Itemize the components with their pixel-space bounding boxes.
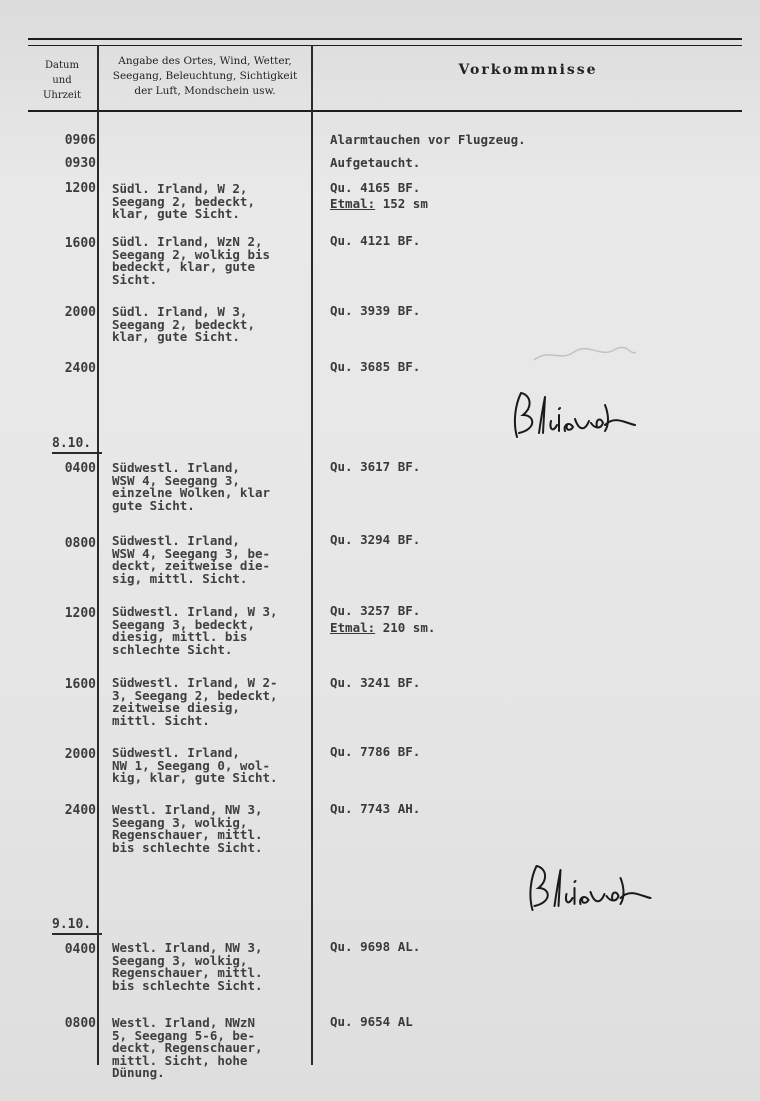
entry-place: Südwestl. Irland, W 3, Seegang 3, bedeckt, diesig, mittl. bis schlechte Sicht. <box>112 604 278 657</box>
etmal-value: 210 sm. <box>382 620 436 635</box>
entry-time: 1200 <box>64 181 96 196</box>
entry-event: Qu. 9698 AL. <box>330 939 421 954</box>
day-date: 8.10. <box>52 436 102 454</box>
etmal-label: Etmal: <box>330 196 376 211</box>
entry-place: Südl. Irland, W 2, Seegang 2, bedeckt, klar, gute Sicht. <box>112 181 255 221</box>
entry-time: 1600 <box>64 236 96 251</box>
entry-time: 2000 <box>64 747 96 762</box>
entry-event: Qu. 3939 BF. <box>330 303 421 318</box>
etmal-value: 152 sm <box>382 196 428 211</box>
entry-event: Qu. 3617 BF. <box>330 459 421 474</box>
entry-event: Qu. 7786 BF. <box>330 744 421 759</box>
entry-time: 1600 <box>64 677 96 692</box>
entry-time: 0906 <box>64 133 96 148</box>
etmal-label: Etmal: <box>330 620 376 635</box>
events-column-header: Vorkommnisse <box>458 62 598 78</box>
entry-time: 1200 <box>64 606 96 621</box>
header-rule <box>28 110 742 112</box>
place-column-header: Angabe des Ortes, Wind, Wetter, Seegang, Beleuchtung, Sichtigkeit der Luft, Mondschein usw. <box>112 55 298 97</box>
date-column-header: Datum und Uhrzeit <box>42 60 82 101</box>
entry-time: 2400 <box>64 803 96 818</box>
commander-signature <box>505 385 645 445</box>
entry-place: Westl. Irland, NW 3, Seegang 3, wolkig, Regenschauer, mittl. bis schlechte Sicht. <box>112 802 263 855</box>
entry-event: Qu. 9654 AL <box>330 1014 413 1029</box>
day-date: 9.10. <box>52 917 102 935</box>
entry-place: Westl. Irland, NW 3, Seegang 3, wolkig, Regenschauer, mittl. bis schlechte Sicht. <box>112 940 263 993</box>
column-divider-1 <box>97 45 99 1065</box>
entry-time: 2000 <box>64 305 96 320</box>
entry-place: Südl. Irland, WzN 2, Seegang 2, wolkig bis bedeckt, klar, gute Sicht. <box>112 234 271 287</box>
entry-place: Südwestl. Irland, WSW 4, Seegang 3, be- deckt, zeitweise die- sig, mittl. Sicht. <box>112 533 271 586</box>
entry-time: 2400 <box>64 361 96 376</box>
etmal-line <box>330 619 750 636</box>
entry-place: Südwestl. Irland, W 2- 3, Seegang 2, bedeckt, zeitweise diesig, mittl. Sicht. <box>112 675 278 728</box>
top-rule <box>28 38 742 40</box>
entry-time: 0800 <box>64 1016 96 1031</box>
entry-event: Qu. 4121 BF. <box>330 233 421 248</box>
entry-event: Qu. 3294 BF. <box>330 532 421 547</box>
faint-pencil-mark <box>530 340 640 370</box>
entry-time: 0800 <box>64 536 96 551</box>
entry-time: 0400 <box>64 942 96 957</box>
entry-place: Westl. Irland, NWzN 5, Seegang 5-6, be- deckt, Regenschauer, mittl. Sicht, hohe Dünung. <box>112 1015 263 1080</box>
commander-signature <box>518 858 663 918</box>
entry-event: Qu. 3241 BF. <box>330 675 421 690</box>
top-rule-thin <box>28 45 742 46</box>
entry-place: Südwestl. Irland, NW 1, Seegang 0, wol- kig, klar, gute Sicht. <box>112 745 278 785</box>
entry-time: 0930 <box>64 156 96 171</box>
etmal-line <box>330 195 750 212</box>
entry-place: Südl. Irland, W 3, Seegang 2, bedeckt, klar, gute Sicht. <box>112 304 255 344</box>
entry-event: Qu. 7743 AH. <box>330 801 421 816</box>
entry-place: Südwestl. Irland, WSW 4, Seegang 3, einzelne Wolken, klar gute Sicht. <box>112 460 271 513</box>
entry-event: Aufgetaucht. <box>330 155 421 170</box>
entry-event: Qu. 3685 BF. <box>330 359 421 374</box>
entry-event: Alarmtauchen vor Flugzeug. <box>330 132 526 147</box>
entry-time: 0400 <box>64 461 96 476</box>
entry-event: Qu. 3257 BF. <box>330 603 421 618</box>
entry-event: Qu. 4165 BF. <box>330 180 421 195</box>
